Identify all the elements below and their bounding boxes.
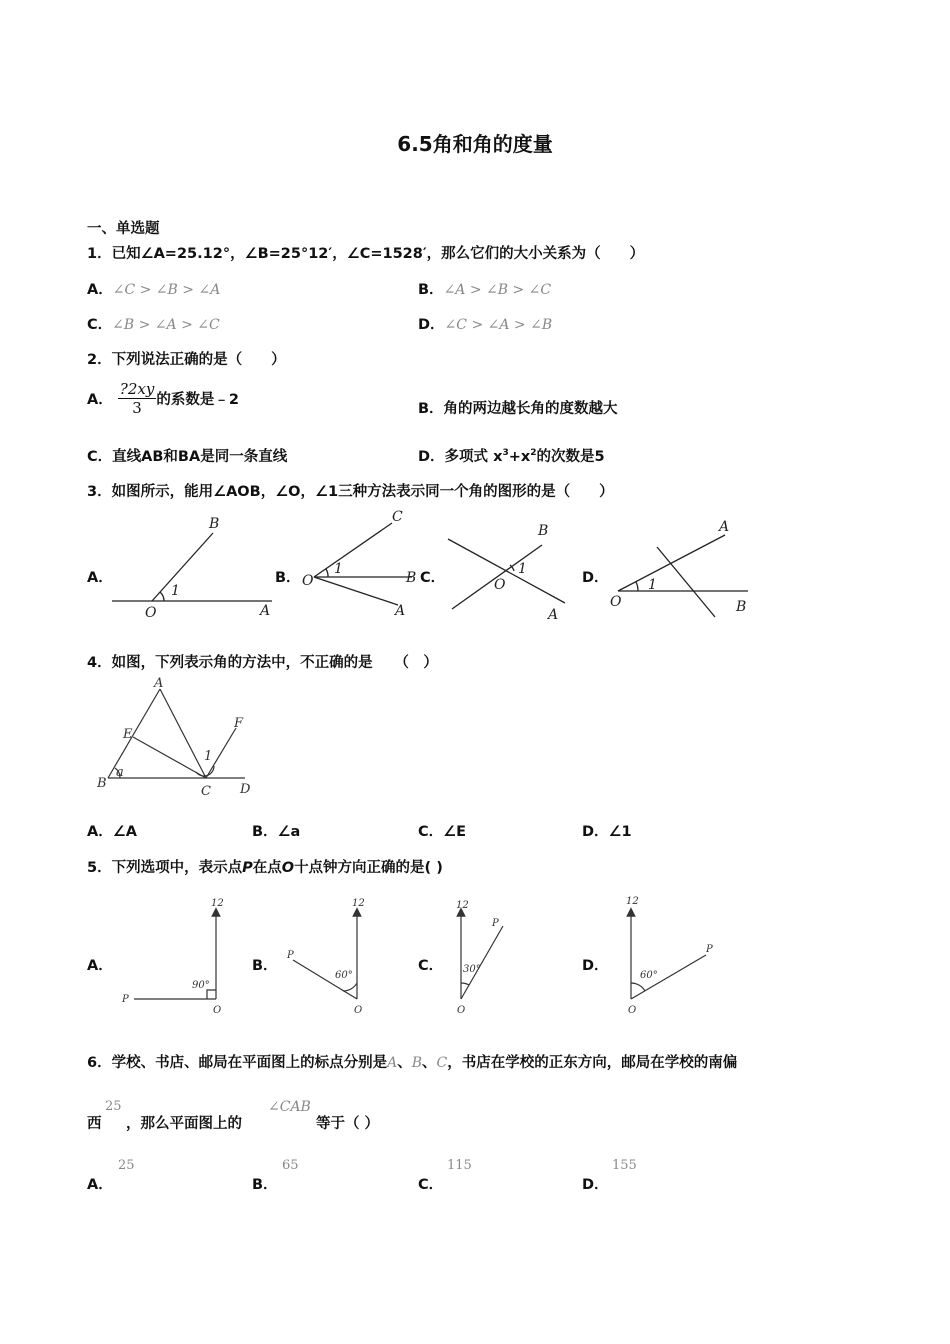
q3b-ray-oa — [314, 577, 398, 605]
q6-stem-line1 — [87, 1051, 737, 1072]
q3-option-c-label[interactable]: C． — [420, 570, 446, 586]
q2-d-post: 的次数是5 — [536, 449, 605, 465]
q3a-label-1: 1 — [171, 583, 180, 599]
q3b-label-c: C — [392, 509, 403, 525]
q3d-ray-oa — [618, 535, 725, 591]
q4-label-alpha: a — [116, 765, 124, 780]
q4-option-c[interactable]: C．∠E — [418, 824, 467, 840]
q1-c-math: ∠B > ∠A > ∠C — [112, 317, 220, 333]
q6-sep1: 、 — [397, 1055, 412, 1071]
q4-label-d: D — [240, 782, 251, 797]
q3-option-a-label[interactable]: A． — [87, 570, 113, 586]
q4-label-c: C — [201, 784, 211, 799]
q6-option-a-value: 25 — [118, 1158, 135, 1173]
q4-option-b[interactable]: B．∠a — [252, 824, 301, 840]
q5-option-b-label[interactable]: B． — [252, 958, 278, 974]
q3a-arc — [160, 592, 164, 601]
q2-a-label: A． — [87, 392, 113, 408]
q2-a-text: 的系数是﹣2 — [156, 392, 239, 408]
q5c-label-angle: 30° — [463, 964, 481, 975]
q3b-label-b: B — [406, 570, 417, 586]
q3d-label-o: O — [610, 594, 622, 610]
q6-option-d-label[interactable]: D． — [582, 1177, 609, 1193]
q2-a-numerator: ?2xy — [119, 380, 155, 398]
q5a-label-12: 12 — [211, 898, 224, 909]
q5-option-d-label[interactable]: D． — [582, 958, 609, 974]
q3a-ray-ob — [152, 533, 213, 601]
q5c-arc — [461, 983, 469, 985]
q6-point-b: B — [411, 1055, 423, 1071]
q3b-label-1: 1 — [334, 561, 343, 577]
q5a-label-p: P — [122, 994, 129, 1005]
q1-option-d[interactable] — [418, 313, 552, 334]
q6-stem-line2-mid: ，那么平面图上的 — [126, 1116, 242, 1132]
q5-stem-pre: 5．下列选项中，表示点 — [87, 860, 243, 876]
q2-d-sup2: 2 — [530, 448, 537, 459]
q6-option-a-label[interactable]: A． — [87, 1177, 113, 1193]
q1-option-a[interactable] — [87, 278, 220, 299]
q3d-cross-line — [657, 547, 715, 617]
q6-option-c-label[interactable]: C． — [418, 1177, 444, 1193]
q3a-label-o: O — [145, 605, 157, 621]
q5b-label-12: 12 — [352, 898, 365, 909]
q4-arc-1 — [196, 766, 214, 776]
q6-point-c: C — [436, 1055, 448, 1071]
q5b-label-o: O — [354, 1005, 363, 1016]
q4-label-b: B — [97, 776, 107, 791]
q1-option-b[interactable] — [418, 278, 551, 299]
q5-option-a-label[interactable]: A． — [87, 958, 113, 974]
q3d-label-b: B — [736, 599, 747, 615]
q6-stem-line2-post: 等于（ ） — [316, 1116, 380, 1132]
q3d-arc — [636, 582, 638, 591]
q5d-label-p: P — [706, 944, 713, 955]
q1-c-label: C． — [87, 317, 113, 333]
q5-stem-post: 十点钟方向正确的是( ) — [294, 860, 443, 876]
q2-option-d[interactable] — [418, 445, 605, 466]
q4-stem: 4．如图，下列表示角的方法中，不正确的是 （ ） — [87, 655, 438, 671]
q6-stem-line2-pre: 西 — [87, 1116, 102, 1132]
q6-degree: 25 — [105, 1099, 122, 1114]
q4-option-a[interactable]: A．∠A — [87, 824, 137, 840]
q4-label-a: A — [154, 676, 164, 691]
section-heading: 一、单选题 — [87, 221, 160, 237]
q5d-label-o: O — [628, 1005, 637, 1016]
q6-point-a: A — [387, 1055, 398, 1071]
q5c-ray-op — [461, 926, 503, 999]
q5-option-c-label[interactable]: C． — [418, 958, 444, 974]
q2-a-denominator: 3 — [132, 399, 142, 417]
q3b-ray-oc — [314, 523, 392, 577]
q1-a-math: ∠C > ∠B > ∠A — [112, 282, 221, 298]
q4-label-f: F — [234, 716, 244, 731]
q3a-label-a: A — [260, 603, 271, 619]
q3-option-d-label[interactable]: D． — [582, 570, 609, 586]
q2-option-c[interactable]: C．直线AB和BA是同一条直线 — [87, 449, 288, 465]
q1-d-math: ∠C > ∠A > ∠B — [444, 317, 553, 333]
q3-option-b-label[interactable]: B． — [275, 570, 301, 586]
q6-stem-post: ，书店在学校的正东方向，邮局在学校的南偏 — [447, 1055, 738, 1071]
q6-angle-cab: ∠CAB — [268, 1099, 311, 1115]
q2-d-pre: D．多项式 x — [418, 449, 503, 465]
q1-a-label: A． — [87, 282, 113, 298]
q2-a-fraction — [118, 380, 157, 417]
q3c-label-1: 1 — [518, 561, 527, 577]
q5d-label-angle: 60° — [640, 970, 658, 981]
q3b-label-a: A — [395, 603, 406, 619]
q2-stem: 2．下列说法正确的是（ ） — [87, 352, 286, 368]
q4-label-e: E — [123, 727, 133, 742]
q2-d-mid: +x — [508, 449, 531, 465]
q5-stem-mid: 在点 — [252, 860, 282, 876]
q5a-label-o: O — [213, 1005, 222, 1016]
q5a-right-angle — [207, 990, 216, 999]
q3-stem: 3．如图所示，能用∠AOB，∠O，∠1三种方法表示同一个角的图形的是（ ） — [87, 484, 614, 500]
q6-option-b-value: 65 — [282, 1158, 299, 1173]
q5c-label-p: P — [492, 918, 499, 929]
q3c-label-b: B — [538, 523, 549, 539]
q4-figure — [90, 675, 270, 805]
q5-stem — [87, 856, 443, 877]
page-title: 6.5角和角的度量 — [397, 132, 553, 156]
q6-option-d-value: 155 — [612, 1158, 637, 1173]
q3c-label-a: A — [548, 607, 559, 623]
q1-b-math: ∠A > ∠B > ∠C — [443, 282, 552, 298]
q3d-label-a: A — [719, 519, 730, 535]
q2-d-sup1: 3 — [502, 448, 509, 459]
q2-option-b[interactable]: B．角的两边越长角的度数越大 — [418, 401, 618, 417]
q1-d-label: D． — [418, 317, 445, 333]
q5-stem-p: P — [242, 860, 253, 876]
q3c-label-o: O — [494, 577, 506, 593]
q6-sep2: 、 — [422, 1055, 437, 1071]
q5b-label-angle: 60° — [335, 970, 353, 981]
q6-option-c-value: 115 — [447, 1158, 472, 1173]
q5b-label-p: P — [287, 950, 294, 961]
q4-option-d[interactable]: D．∠1 — [582, 824, 632, 840]
q5c-label-12: 12 — [456, 900, 469, 911]
q5d-label-12: 12 — [626, 896, 639, 907]
q3b-label-o: O — [302, 573, 314, 589]
q5c-label-o: O — [457, 1005, 466, 1016]
q5-figures — [0, 890, 950, 1020]
q3d-label-1: 1 — [648, 577, 657, 593]
q1-option-c[interactable] — [87, 313, 220, 334]
q6-option-b-label[interactable]: B． — [252, 1177, 278, 1193]
q2-option-a[interactable] — [87, 380, 239, 417]
q5a-label-angle: 90° — [192, 980, 210, 991]
q6-stem-pre: 6．学校、书店、邮局在平面图上的标点分别是 — [87, 1055, 388, 1071]
q5-stem-o: O — [281, 860, 295, 876]
q5d-arc — [631, 983, 645, 991]
q3-figures — [0, 505, 950, 630]
q1-b-label: B． — [418, 282, 444, 298]
q5b-arc — [343, 983, 357, 991]
q3b-arc — [326, 569, 328, 577]
q4-label-1: 1 — [204, 749, 213, 764]
q3a-label-b: B — [209, 516, 220, 532]
q1-stem: 1．已知∠A=25.12°，∠B=25°12′，∠C=1528′，那么它们的大小关系为（ ） — [87, 246, 645, 262]
